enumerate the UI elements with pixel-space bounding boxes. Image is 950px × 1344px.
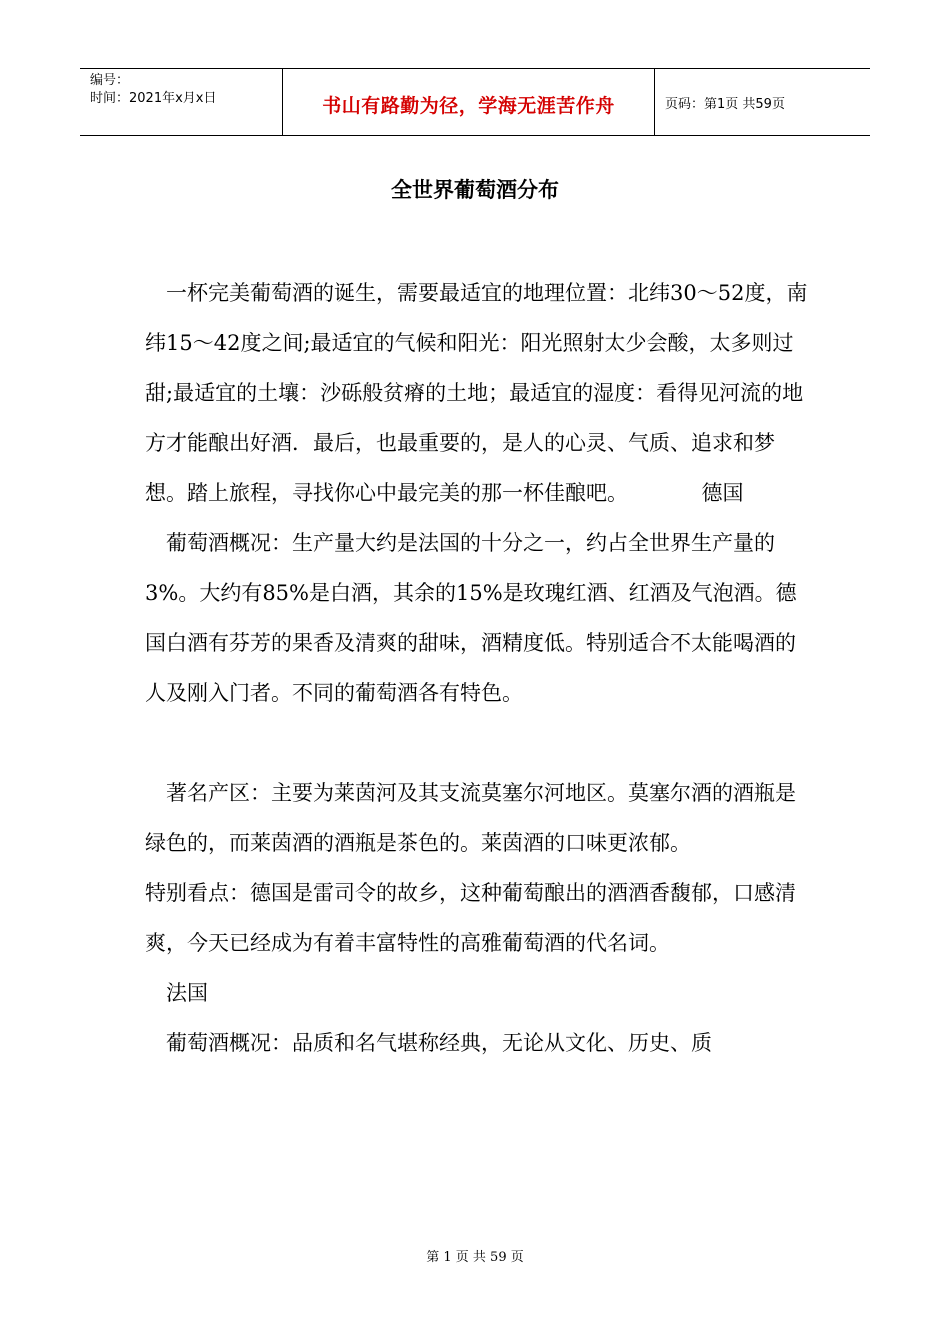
document-title: 全世界葡萄酒分布 <box>391 178 559 202</box>
header-date-label: 时间：2021年x月x日 <box>90 91 217 106</box>
document-header <box>80 68 870 136</box>
header-number-label: 编号： <box>90 73 130 88</box>
page-footer: 第 1 页 共 59 页 <box>426 1250 524 1265</box>
paragraph-germany-overview: 葡萄酒概况：生产量大约是法国的十分之一，约占全世界生产量的3%。大约有85%是白酒，其余的15%是玫瑰红酒、红酒及气泡酒。德国白酒有芬芳的果香及清爽的甜味，酒精度低。特别适合不太能喝酒的人及刚入门者。不同的葡萄酒各有特色。 <box>145 531 797 705</box>
paragraph-germany-regions: 著名产区：主要为莱茵河及其支流莫塞尔河地区。莫塞尔酒的酒瓶是绿色的，而莱茵酒的酒瓶是茶色的。莱茵酒的口味更浓郁。 <box>145 781 796 855</box>
document-body <box>145 268 810 1068</box>
header-page-cell <box>655 69 870 135</box>
header-motto-cell <box>283 69 655 135</box>
paragraph-spacer <box>145 718 810 768</box>
section-heading-france: 法国 <box>145 981 208 1005</box>
paragraph-intro: 一杯完美葡萄酒的诞生，需要最适宜的地理位置：北纬30～52度，南纬15～42度之间;最适宜的气候和阳光：阳光照射太少会酸，太多则过甜;最适宜的土壤：沙砾般贫瘠的土地；最适宜的湿度：看得见河流的地方才能酿出好酒．最后，也最重要的，是人的心灵、气质、追求和梦想。踏上旅程，寻找你心中最完美的那一杯佳酿吧。 德国 <box>145 281 808 505</box>
header-page-info: 页码：第1页 共59页 <box>665 96 785 112</box>
paragraph-france-overview: 葡萄酒概况：品质和名气堪称经典，无论从文化、历史、质 <box>145 1031 712 1055</box>
header-meta-cell <box>80 69 283 135</box>
header-motto: 书山有路勤为径，学海无涯苦作舟 <box>322 94 615 117</box>
paragraph-germany-highlight: 特别看点：德国是雷司令的故乡，这种葡萄酿出的酒酒香馥郁，口感清爽，今天已经成为有着丰富特性的高雅葡萄酒的代名词。 <box>145 881 796 955</box>
